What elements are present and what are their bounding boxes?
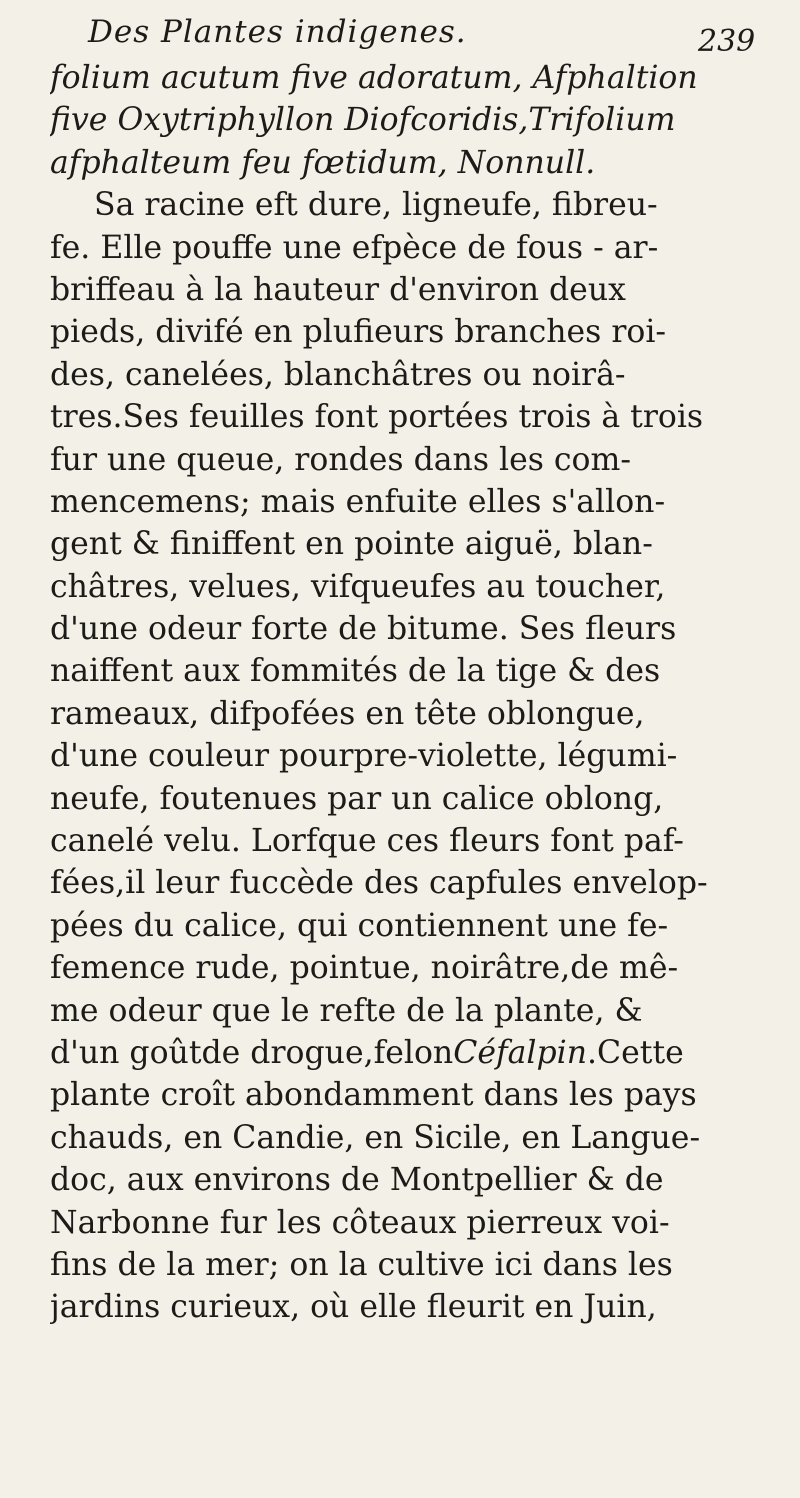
text-line: fe. Elle pouffe une efpèce de fous - ar- [50, 229, 659, 266]
text-line: folium acutum five adoratum, Afphaltion [50, 60, 698, 96]
text-line: five Oxytriphyllon Diofcoridis,Trifolium [50, 102, 676, 139]
text-line: châtres, velues, vifqueufes au toucher, [50, 568, 666, 605]
running-head: Des Plantes indigenes. [88, 14, 467, 50]
text-line: plante croît abondamment dans les pays [50, 1077, 697, 1114]
line-text: d'un goûtde drogue,felon [50, 1034, 454, 1071]
text-line: briffeau à la hauteur d'environ deux [50, 271, 626, 308]
text-line: canelé velu. Lorfque ces fleurs font paf- [50, 823, 684, 860]
text-line: afphalteum feu fœtidum, Nonnull. [50, 144, 596, 181]
text-line: neufe, foutenues par un calice oblong, [50, 780, 664, 817]
text-line: me odeur que le refte de la plante, & [50, 992, 643, 1029]
text-line: des, canelées, blanchâtres ou noirâ- [50, 356, 626, 393]
text-line: d'une odeur forte de bitume. Ses fleurs [50, 611, 677, 648]
text-line [50, 1032, 770, 1074]
page-number: 239 [698, 24, 756, 59]
text-line: fins de la mer; on la cultive ici dans les [50, 1246, 673, 1283]
text-line: pieds, divifé en plufieurs branches roi- [50, 314, 667, 351]
text-line: naiffent aux fommités de la tige & des [50, 653, 661, 690]
text-line: femence rude, pointue, noirâtre,de mê- [50, 950, 679, 987]
author-name: Céfalpin [453, 1034, 588, 1071]
text-line: jardins curieux, où elle fleurit en Juin, [50, 1289, 657, 1326]
body-text [50, 57, 770, 1329]
text-line: chauds, en Candie, en Sicile, en Langue- [50, 1119, 701, 1156]
text-line: mencemens; mais enfuite elles s'allon- [50, 483, 666, 520]
text-line: gent & finiffent en pointe aiguë, blan- [50, 526, 653, 563]
text-line: Narbonne fur les côteaux pierreux voi- [50, 1204, 670, 1241]
text-line: fées,il leur fuccède des capfules envelop- [50, 865, 708, 902]
text-line: tres.Ses feuilles font portées trois à trois [50, 399, 704, 436]
line-text: .Cette [587, 1034, 684, 1071]
text-line: rameaux, difpofées en tête oblongue, [50, 695, 645, 732]
text-line: d'une couleur pourpre-violette, légumi- [50, 738, 678, 775]
text-line: fur une queue, rondes dans les com- [50, 441, 632, 478]
text-line: doc, aux environs de Montpellier & de [50, 1162, 664, 1199]
paragraph-start-line: Sa racine eft dure, ligneufe, fibreu- [94, 187, 658, 224]
text-line: pées du calice, qui contiennent une fe- [50, 907, 669, 944]
